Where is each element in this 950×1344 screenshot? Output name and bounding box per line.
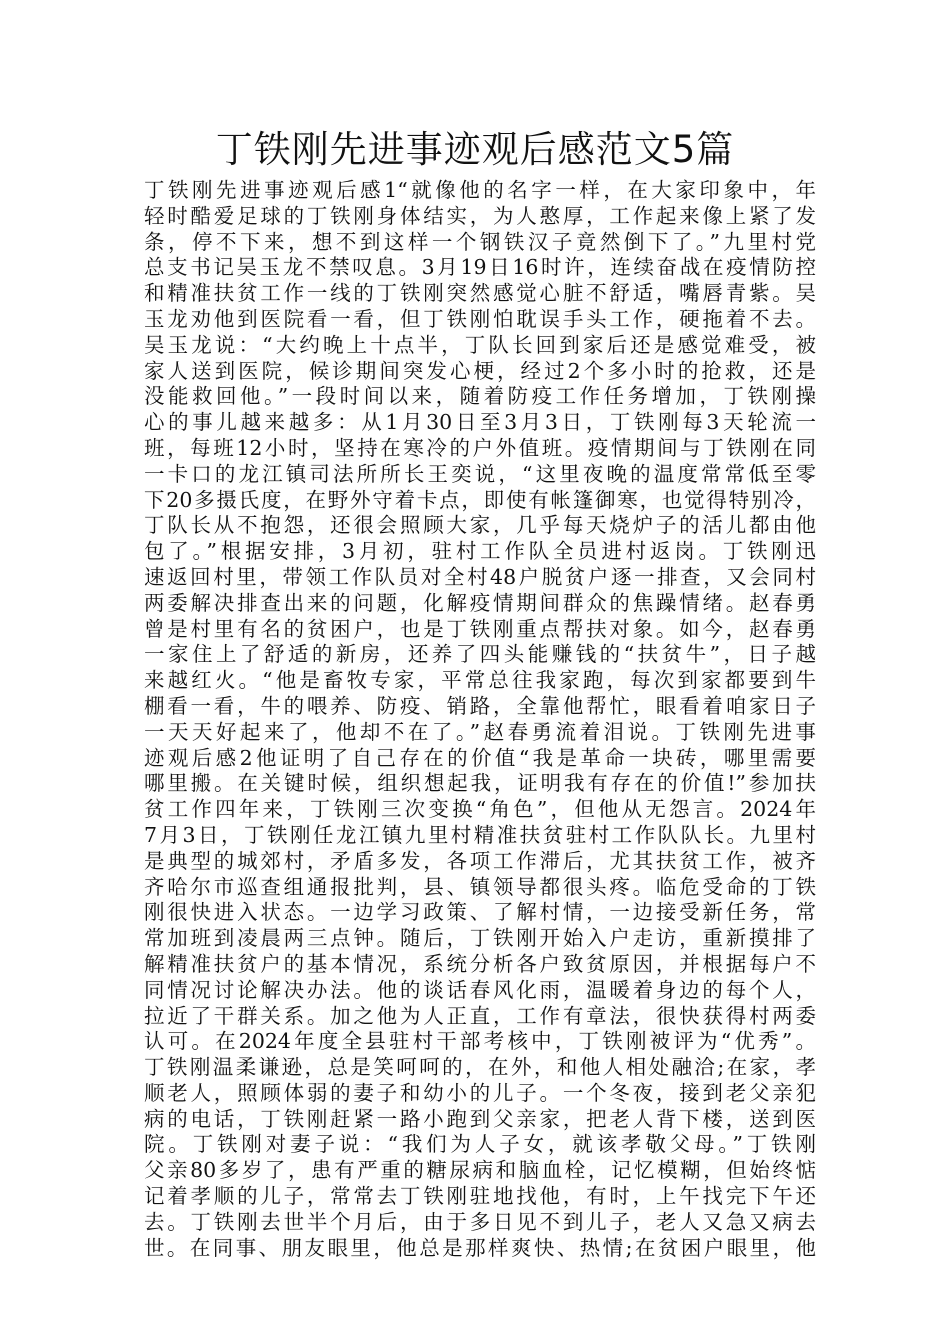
body-line-21: 棚看一看，牛的喂养、防疫、销路，全靠他帮忙，眼看着咱家日子 [144, 693, 816, 718]
body-line-14: 丁队长从不抱怨，还很会照顾大家，几乎每天烧炉子的活儿都由他 [144, 513, 816, 538]
body-line-40: 记着孝顺的儿子，常常去丁铁刚驻地找他，有时，上午找完下午还 [144, 1184, 816, 1209]
body-line-42: 世。在同事、朋友眼里，他总是那样爽快、热情;在贫困户眼里，他 [144, 1235, 816, 1260]
body-line-29: 刚很快进入状态。一边学习政策、了解村情，一边接受新任务，常 [144, 900, 816, 925]
body-line-8: 家人送到医院，候诊期间突发心梗，经过2个多小时的抢救，还是 [144, 358, 816, 383]
body-line-4: 总支书记吴玉龙不禁叹息。3月19日16时许，连续奋战在疫情防控 [144, 255, 816, 280]
body-line-32: 同情况讨论解决办法。他的谈话春风化雨，温暖着身边的每个人， [144, 977, 816, 1002]
body-line-1: 丁铁刚先进事迹观后感1“就像他的名字一样，在大家印象中，年 [144, 178, 816, 202]
body-line-12: 一卡口的龙江镇司法所所长王奕说，“这里夜晚的温度常常低至零 [144, 461, 816, 486]
document-title: 丁铁刚先进事迹观后感范文5篇 [215, 128, 735, 171]
body-line-33: 拉近了干群关系。加之他为人正直，工作有章法，很快获得村两委 [144, 1003, 816, 1028]
body-line-34: 认可。在2024年度全县驻村干部考核中，丁铁刚被评为“优秀”。 [144, 1029, 816, 1054]
body-line-2: 轻时酷爱足球的丁铁刚身体结实，为人憨厚，工作起来像上紧了发 [144, 203, 816, 228]
body-line-31: 解精准扶贫户的基本情况，系统分析各户致贫原因，并根据每户不 [144, 951, 816, 976]
body-line-18: 曾是村里有名的贫困户，也是丁铁刚重点帮扶对象。如今，赵春勇 [144, 616, 816, 641]
body-line-38: 院。丁铁刚对妻子说：“我们为人子女，就该孝敬父母。”丁铁刚 [144, 1132, 816, 1157]
body-line-37: 病的电话，丁铁刚赶紧一路小跑到父亲家，把老人背下楼，送到医 [144, 1106, 816, 1131]
body-line-20: 来越红火。“他是畜牧专家，平常总往我家跑，每次到家都要到牛 [144, 668, 816, 693]
body-line-15: 包了。”根据安排，3月初，驻村工作队全员进村返岗。丁铁刚迅 [144, 539, 816, 564]
body-line-11: 班，每班12小时，坚持在寒冷的户外值班。疫情期间与丁铁刚在同 [144, 435, 816, 460]
body-line-10: 心的事儿越来越多：从1月30日至3月3日，丁铁刚每3天轮流一 [144, 410, 816, 435]
body-line-36: 顺老人，照顾体弱的妻子和幼小的儿子。一个冬夜，接到老父亲犯 [144, 1080, 816, 1105]
body-line-25: 贫工作四年来，丁铁刚三次变换“角色”，但他从无怨言。2024年 [144, 797, 816, 822]
body-line-27: 是典型的城郊村，矛盾多发，各项工作滞后，尤其扶贫工作，被齐 [144, 848, 816, 873]
body-line-6: 玉龙劝他到医院看一看，但丁铁刚怕耽误手头工作，硬拖着不去。 [144, 306, 816, 331]
body-line-16: 速返回村里，带领工作队员对全村48户脱贫户逐一排查，又会同村 [144, 564, 816, 589]
body-line-30: 常加班到凌晨两三点钟。随后，丁铁刚开始入户走访，重新摸排了 [144, 926, 816, 951]
body-line-39: 父亲80多岁了，患有严重的糖尿病和脑血栓，记忆模糊，但始终惦 [144, 1158, 816, 1183]
body-line-22: 一天天好起来了，他却不在了。”赵春勇流着泪说。丁铁刚先进事 [144, 719, 816, 744]
body-line-19: 一家住上了舒适的新房，还养了四头能赚钱的“扶贫牛”，日子越 [144, 642, 816, 667]
body-line-35: 丁铁刚温柔谦逊，总是笑呵呵的，在外，和他人相处融洽;在家，孝 [144, 1055, 816, 1080]
body-line-9: 没能救回他。”一段时间以来，随着防疫工作任务增加，丁铁刚操 [144, 384, 816, 409]
body-line-24: 哪里搬。在关键时候，组织想起我，证明我有存在的价值!”参加扶 [144, 771, 816, 796]
body-line-26: 7月3日，丁铁刚任龙江镇九里村精准扶贫驻村工作队队长。九里村 [144, 822, 816, 847]
body-line-13: 下20多摄氏度，在野外守着卡点，即使有帐篷御寒，也觉得特别冷， [144, 487, 816, 512]
document-body [144, 178, 816, 1261]
body-line-28: 齐哈尔市巡查组通报批判，县、镇领导都很头疼。临危受命的丁铁 [144, 874, 816, 899]
body-line-5: 和精准扶贫工作一线的丁铁刚突然感觉心脏不舒适，嘴唇青紫。吴 [144, 281, 816, 306]
body-line-23: 迹观后感2他证明了自己存在的价值“我是革命一块砖，哪里需要 [144, 745, 816, 770]
body-line-7: 吴玉龙说：“大约晚上十点半，丁队长回到家后还是感觉难受，被 [144, 332, 816, 357]
body-line-41: 去。丁铁刚去世半个月后，由于多日见不到儿子，老人又急又病去 [144, 1209, 816, 1234]
body-line-17: 两委解决排查出来的问题，化解疫情期间群众的焦躁情绪。赵春勇 [144, 590, 816, 615]
body-line-3: 条，停不下来，想不到这样一个钢铁汉子竟然倒下了。”九里村党 [144, 229, 816, 254]
